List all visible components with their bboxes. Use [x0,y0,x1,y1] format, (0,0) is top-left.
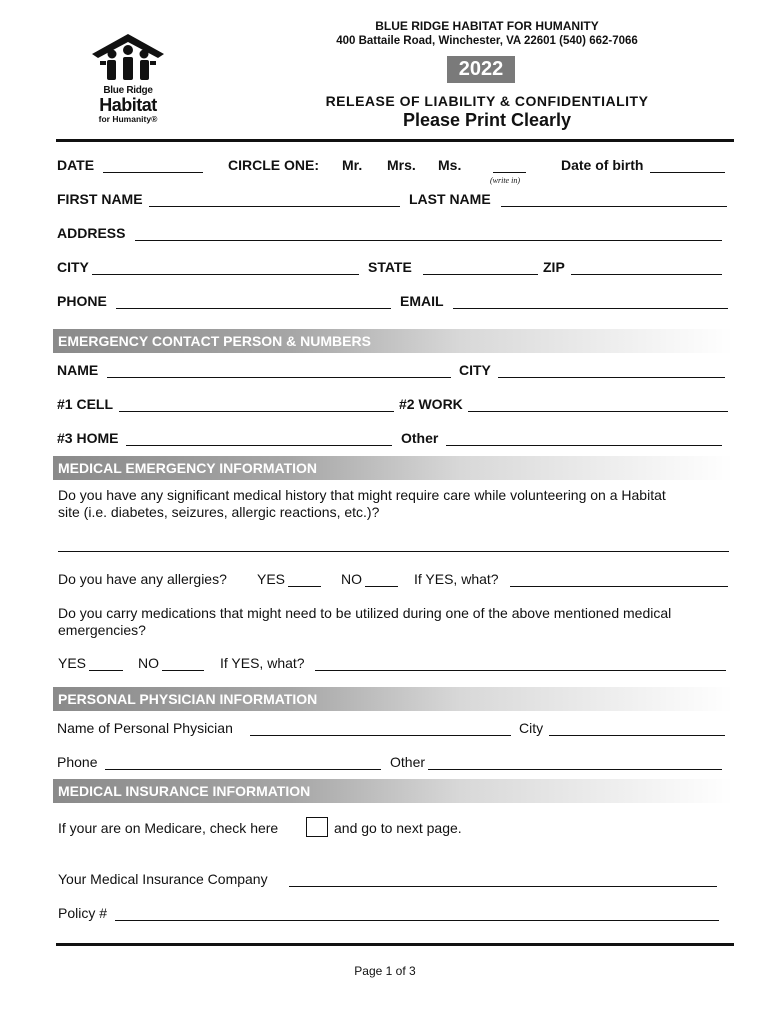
header-divider [56,139,734,142]
medications-what-field[interactable] [315,670,726,671]
medications-no-field[interactable] [162,670,204,671]
emergency-city-label: CITY [459,362,491,378]
page-number: Page 1 of 3 [354,964,416,978]
first-name-label: FIRST NAME [57,191,143,207]
city-label: CITY [57,259,89,275]
logo-line3: for Humanity® [98,114,158,124]
allergies-yes-label: YES [257,571,286,587]
medications-yes-label: YES [58,655,87,671]
habitat-logo [88,32,168,124]
org-name: BLUE RIDGE HABITAT FOR HUMANITY [375,19,599,33]
history-question-line2: site (i.e. diabetes, seizures, allergic reactions, etc.)? [58,504,380,520]
medications-no-label: NO [138,655,159,671]
home-field[interactable] [126,445,392,446]
phone-label: PHONE [57,293,107,309]
allergies-what-field[interactable] [510,586,728,587]
medications-yes-field[interactable] [89,670,123,671]
allergies-question: Do you have any allergies? [58,571,227,587]
cell-field[interactable] [119,411,394,412]
cell-label: #1 CELL [57,396,114,412]
org-address: 400 Battaile Road, Winchester, VA 22601 (540) 662-7066 [336,35,638,47]
medicare-text-after: and go to next page. [334,820,462,836]
medications-if-yes-label: If YES, what? [220,655,305,671]
title-write-in-field[interactable] [493,172,526,173]
history-question-line1: Do you have any significant medical history that might require care while volunteering on a Habitat [58,487,666,503]
allergies-no-label: NO [341,571,362,587]
emergency-section-header: EMERGENCY CONTACT PERSON & NUMBERS [53,329,733,353]
insurance-section-header: MEDICAL INSURANCE INFORMATION [53,779,733,803]
medications-question-line2: emergencies? [58,622,146,638]
title-ms[interactable]: Ms. [438,157,462,173]
dob-field[interactable] [650,172,725,173]
policy-field[interactable] [115,920,719,921]
email-label: EMAIL [400,293,444,309]
medications-question-line1: Do you carry medications that might need to be utilized during one of the above mentioned medical [58,605,672,621]
emergency-name-field[interactable] [107,377,451,378]
state-label: STATE [368,259,412,275]
write-in-note: (write in) [490,176,520,185]
city-field[interactable] [92,274,359,275]
email-field[interactable] [453,308,728,309]
physician-name-field[interactable] [250,735,511,736]
emergency-other-label: Other [401,430,439,446]
physician-section-header: PERSONAL PHYSICIAN INFORMATION [53,687,733,711]
emergency-other-field[interactable] [446,445,722,446]
zip-field[interactable] [571,274,722,275]
address-field[interactable] [135,240,722,241]
year-badge: 2022 [447,56,515,83]
allergies-yes-field[interactable] [288,586,321,587]
allergies-no-field[interactable] [365,586,398,587]
allergies-if-yes-label: If YES, what? [414,571,499,587]
emergency-name-label: NAME [57,362,99,378]
physician-phone-field[interactable] [105,769,381,770]
physician-other-field[interactable] [428,769,722,770]
medicare-text-before: If your are on Medicare, check here [58,820,279,836]
history-answer-field[interactable] [58,551,729,552]
form-subtitle: Please Print Clearly [402,110,572,130]
footer-divider [56,943,734,946]
physician-phone-label: Phone [57,754,98,770]
insurance-company-field[interactable] [289,886,717,887]
zip-label: ZIP [543,259,565,275]
work-field[interactable] [468,411,728,412]
title-mr[interactable]: Mr. [342,157,363,173]
address-label: ADDRESS [57,225,126,241]
phone-field[interactable] [116,308,391,309]
title-mrs[interactable]: Mrs. [387,157,416,173]
first-name-field[interactable] [149,206,400,207]
emergency-city-field[interactable] [498,377,725,378]
circle-one-label: CIRCLE ONE: [228,157,319,173]
physician-other-label: Other [390,754,426,770]
form-title: RELEASE OF LIABILITY & CONFIDENTIALITY [325,93,649,109]
insurance-company-label: Your Medical Insurance Company [58,871,268,887]
physician-city-label: City [519,720,544,736]
work-label: #2 WORK [399,396,463,412]
state-field[interactable] [423,274,538,275]
physician-name-label: Name of Personal Physician [57,720,233,736]
dob-label: Date of birth [561,157,644,173]
logo-line1: Blue Ridge [103,85,153,96]
home-label: #3 HOME [57,430,119,446]
date-field[interactable] [103,172,203,173]
house-people-icon [88,32,168,82]
logo-line2: Habitat [99,95,157,115]
medical-section-header: MEDICAL EMERGENCY INFORMATION [53,456,733,480]
last-name-label: LAST NAME [409,191,491,207]
policy-label: Policy # [58,905,108,921]
medicare-checkbox[interactable] [306,817,328,837]
last-name-field[interactable] [501,206,727,207]
date-label: DATE [57,157,95,173]
physician-city-field[interactable] [549,735,725,736]
